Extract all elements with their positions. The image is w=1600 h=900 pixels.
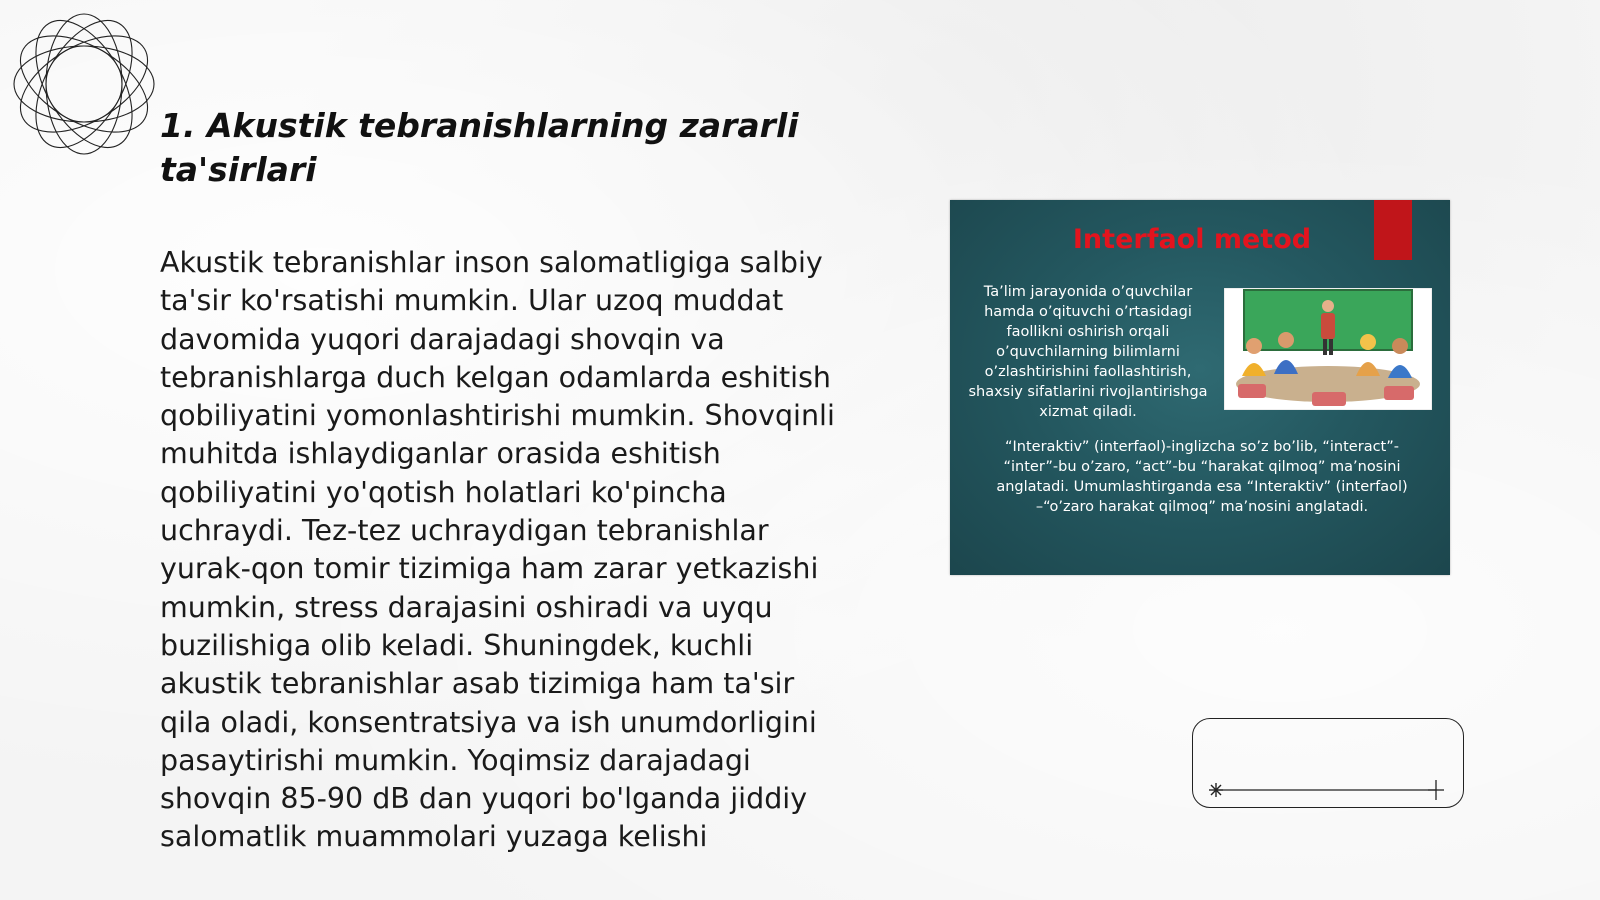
classroom-illustration <box>1224 288 1432 410</box>
slide-title: 1. Akustik tebranishlarning zararli ta'sirlari <box>160 106 799 189</box>
interlaced-circles-ornament <box>10 10 158 158</box>
embedded-slide-title: Interfaol metod <box>1072 224 1312 255</box>
embedded-paragraph-2: “Interaktiv” (interfaol)-inglizcha so’z bo’lib, “interact”- “inter”-bu o’zaro, “act”-bu “harakat qilmoq” ma’nosini anglatadi. Umumlashtirganda esa “Interaktiv” (interfaol) –“o’zaro harakat qilmoq” ma’nosini anglatadi. <box>996 439 1408 515</box>
sparkle-line-accent <box>1200 780 1450 800</box>
body-text: Akustik tebranishlar inson salomatligiga salbiy ta'sir ko'rsatishi mumkin. Ular uzoq muddat davomida yuqori darajadagi shovqin va tebranishlarga duch kelgan odamlarda eshitish qobiliyatini yomonlashtirishi mumkin. Shovqinli muhitda ishlaydiganlar orasida eshitish qobiliyatini yo'qotish holatlari ko'pincha uchraydi. Tez-tez uchraydigan tebranishlar yurak-qon tomir tizimiga ham zarar yetkazishi mumkin, stress darajasini oshiradi va uyqu buzilishiga olib keladi. Shuningdek, kuchli akustik tebranishlar asab tizimiga ham ta'sir qila oladi, konsentratsiya va ish unumdorligini pasaytirishi mumkin. Yoqimsiz darajadagi shovqin 85-90 dB dan yuqori bo'lganda jiddiy salomatlik muammolari yuzaga kelishi <box>160 246 835 854</box>
embedded-slide-image <box>950 200 1450 575</box>
embedded-paragraph-1: Ta’lim jarayonida o’quvchilar hamda o’qituvchi o’rtasidagi faollikni oshirish orqali o’quvchilarning bilimlarni o’zlashtirishini faollashtirish, shaxsiy sifatlarini rivojlantirishga xizmat qiladi. <box>968 284 1208 420</box>
